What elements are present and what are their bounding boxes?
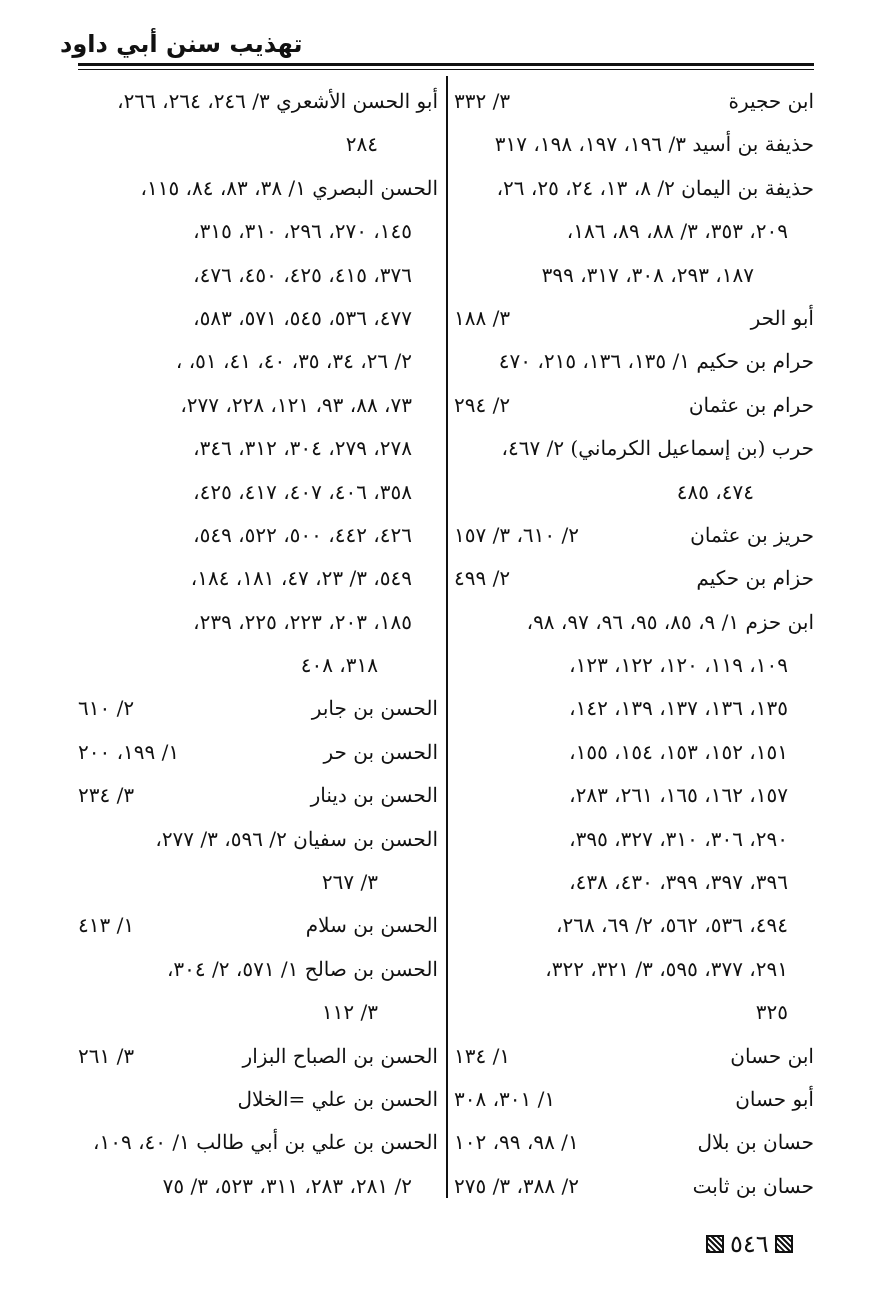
entry-name: ٢٩٠، ٣٠٦، ٣١٠، ٣٢٧، ٣٩٥،: [569, 826, 788, 851]
entry-reference: ٣/ ١٨٨: [454, 305, 511, 330]
entry-reference: ٢/ ٦١٠، ٣/ ١٥٧: [454, 522, 579, 547]
entry-name: ٤٩٤، ٥٣٦، ٥٦٢، ٢/ ٦٩، ٢٦٨،: [556, 913, 788, 938]
entry-name: ١٠٩، ١١٩، ١٢٠، ١٢٢، ١٢٣،: [569, 653, 788, 678]
index-entry: [454, 904, 814, 947]
entry-name: حريز بن عثمان: [690, 522, 814, 547]
index-entry: [78, 1165, 438, 1208]
index-entry: [78, 948, 438, 991]
index-entry: [454, 644, 814, 687]
entry-name: ٣١٨، ٤٠٨: [300, 653, 378, 678]
entry-name: ٢٠٩، ٣٥٣، ٣/ ٨٨، ٨٩، ١٨٦،: [566, 219, 788, 244]
entry-name: ٣/ ٢٦٧: [321, 870, 378, 895]
index-entry: [454, 1078, 814, 1121]
index-entry: [78, 774, 438, 817]
entry-name: الحسن البصري ١/ ٣٨، ٨٣، ٨٤، ١١٥،: [140, 175, 438, 200]
index-entry: [78, 167, 438, 210]
ornament-icon: [775, 1235, 793, 1253]
index-entry: [78, 1121, 438, 1164]
index-entry: [78, 861, 438, 904]
entry-name: أبو الحسن الأشعري ٣/ ٢٤٦، ٢٦٤، ٢٦٦،: [117, 89, 438, 113]
entry-name: ٧٣، ٨٨، ٩٣، ١٢١، ٢٢٨، ٢٧٧،: [180, 392, 412, 417]
index-column-left: [78, 80, 438, 1208]
index-entry: [78, 1035, 438, 1078]
entry-name: أبو حسان: [735, 1086, 814, 1111]
index-entry: [454, 254, 814, 297]
entry-name: ٥٤٩، ٣/ ٢٣، ٤٧، ١٨١، ١٨٤،: [190, 566, 412, 591]
index-entry: [454, 774, 814, 817]
entry-reference: ٢/ ٣٨٨، ٣/ ٢٧٥: [454, 1173, 579, 1198]
entry-reference: ٣/ ٢٣٤: [78, 783, 135, 808]
index-entry: [454, 991, 814, 1034]
entry-name: ١٣٥، ١٣٦، ١٣٧، ١٣٩، ١٤٢،: [569, 696, 788, 721]
entry-reference: ١/ ٣٠١، ٣٠٨: [454, 1086, 556, 1111]
index-entry: [78, 991, 438, 1034]
entry-name: الحسن بن دينار: [310, 783, 438, 808]
index-entry: [454, 948, 814, 991]
entry-name: الحسن بن الصباح البزار: [242, 1043, 438, 1068]
entry-reference: ٣/ ٣٣٢: [454, 89, 511, 113]
entry-name: ١٨٧، ٢٩٣، ٣٠٨، ٣١٧، ٣٩٩: [541, 262, 754, 287]
index-entry: [78, 904, 438, 947]
index-entry: [454, 427, 814, 470]
index-entry: [78, 254, 438, 297]
page-number-block: [706, 1230, 793, 1258]
entry-reference: ١/ ١٩٩، ٢٠٠: [78, 739, 180, 764]
index-entry: [454, 384, 814, 427]
index-entry: [454, 687, 814, 730]
entry-name: الحسن بن حر: [323, 739, 438, 764]
entry-name: حسان بن ثابت: [692, 1173, 814, 1198]
entry-reference: ٣/ ٢٦١: [78, 1043, 135, 1068]
entry-name: ابن حزم ١/ ٩، ٨٥، ٩٥، ٩٦، ٩٧، ٩٨،: [526, 609, 814, 634]
entry-name: ابن حجيرة: [728, 89, 814, 113]
entry-name: ٤٧٤، ٤٨٥: [676, 479, 754, 504]
entry-name: حرام بن حكيم ١/ ١٣٥، ١٣٦، ٢١٥، ٤٧٠: [498, 349, 814, 374]
index-entry: [78, 731, 438, 774]
entry-name: ٢٩١، ٣٧٧، ٥٩٥، ٣/ ٣٢١، ٣٢٢،: [545, 956, 788, 981]
ornament-icon: [706, 1235, 724, 1253]
index-entry: [454, 167, 814, 210]
index-entry: [454, 1121, 814, 1164]
entry-name: ٢٧٨، ٢٧٩، ٣٠٤، ٣١٢، ٣٤٦،: [193, 436, 412, 461]
entry-name: ١٥١، ١٥٢، ١٥٣، ١٥٤، ١٥٥،: [569, 739, 788, 764]
entry-name: حذيفة بن أسيد ٣/ ١٩٦، ١٩٧، ١٩٨، ٣١٧: [494, 132, 814, 157]
page-number: ٥٤٦: [730, 1230, 769, 1258]
index-entry: [454, 123, 814, 166]
index-entry: [78, 644, 438, 687]
entry-name: الحسن بن جابر: [311, 696, 438, 721]
entry-name: حسان بن بلال: [697, 1130, 814, 1155]
index-column-right: [454, 80, 814, 1208]
index-entry: [78, 384, 438, 427]
entry-reference: ١/ ٩٨، ٩٩، ١٠٢: [454, 1130, 579, 1155]
index-entry: [454, 1165, 814, 1208]
index-entry: [454, 601, 814, 644]
entry-name: حرام بن عثمان: [688, 392, 814, 417]
entry-name: الحسن بن سلام: [305, 913, 438, 938]
entry-name: ٣٩٦، ٣٩٧، ٣٩٩، ٤٣٠، ٤٣٨،: [569, 870, 788, 895]
entry-name: الحسن بن علي =الخلال: [237, 1086, 438, 1111]
column-divider: [446, 76, 448, 1198]
entry-name: حرب (بن إسماعيل الكرماني) ٢/ ٤٦٧،: [501, 436, 814, 461]
index-entry: [78, 210, 438, 253]
index-entry: [78, 687, 438, 730]
entry-name: ١٤٥، ٢٧٠، ٢٩٦، ٣١٠، ٣١٥،: [193, 219, 412, 244]
index-entry: [78, 297, 438, 340]
entry-name: ٤٧٧، ٥٣٦، ٥٤٥، ٥٧١، ٥٨٣،: [193, 305, 412, 330]
entry-reference: ١/ ١٣٤: [454, 1043, 511, 1068]
index-entry: [454, 80, 814, 123]
index-entry: [454, 471, 814, 514]
index-entry: [78, 601, 438, 644]
index-entry: [78, 80, 438, 123]
entry-name: الحسن بن سفيان ٢/ ٥٩٦، ٣/ ٢٧٧،: [155, 826, 438, 851]
index-entry: [454, 1035, 814, 1078]
entry-reference: ٢/ ٦١٠: [78, 696, 135, 721]
running-header-title: تهذيب سنن أبي داود: [60, 30, 303, 58]
entry-name: ٣٧٦، ٤١٥، ٤٢٥، ٤٥٠، ٤٧٦،: [193, 262, 412, 287]
entry-name: ٢/ ٢٨١، ٢٨٣، ٣١١، ٥٢٣، ٣/ ٧٥: [162, 1173, 412, 1198]
index-entry: [78, 818, 438, 861]
entry-reference: ٢/ ٤٩٩: [454, 566, 511, 591]
index-entry: [454, 818, 814, 861]
entry-name: ٤٢٦، ٤٤٢، ٥٠٠، ٥٢٢، ٥٤٩،: [193, 522, 412, 547]
entry-name: ١٥٧، ١٦٢، ١٦٥، ٢٦١، ٢٨٣،: [569, 783, 788, 808]
entry-name: ٢/ ٢٦، ٣٤، ٣٥، ٤٠، ٤١، ٥١، ،: [175, 349, 412, 374]
entry-name: ابن حسان: [730, 1043, 814, 1068]
index-entry: [78, 557, 438, 600]
index-entry: [454, 340, 814, 383]
entry-reference: ١/ ٤١٣: [78, 913, 135, 938]
entry-reference: ٢/ ٢٩٤: [454, 392, 511, 417]
entry-name: الحسن بن صالح ١/ ٥٧١، ٢/ ٣٠٤،: [166, 956, 438, 981]
index-entry: [78, 427, 438, 470]
index-entry: [454, 210, 814, 253]
index-entry: [78, 123, 438, 166]
index-entry: [454, 861, 814, 904]
entry-name: حذيفة بن اليمان ٢/ ٨، ١٣، ٢٤، ٢٥، ٢٦،: [496, 175, 814, 200]
index-entry: [454, 297, 814, 340]
entry-name: ٢٨٤: [345, 132, 378, 157]
index-entry: [454, 514, 814, 557]
index-entry: [454, 731, 814, 774]
index-entry: [78, 340, 438, 383]
index-entry: [454, 557, 814, 600]
entry-name: أبو الحر: [750, 305, 814, 330]
header-rule-thick: [78, 63, 814, 66]
entry-name: ٣٢٥: [755, 1000, 788, 1025]
entry-name: حزام بن حكيم: [696, 566, 814, 591]
entry-name: الحسن بن علي بن أبي طالب ١/ ٤٠، ١٠٩،: [93, 1130, 438, 1155]
entry-name: ٣/ ١١٢: [321, 1000, 378, 1025]
header-rule-thin: [78, 69, 814, 70]
index-entry: [78, 1078, 438, 1121]
entry-name: ٣٥٨، ٤٠٦، ٤٠٧، ٤١٧، ٤٢٥،: [193, 479, 412, 504]
index-entry: [78, 471, 438, 514]
entry-name: ١٨٥، ٢٠٣، ٢٢٣، ٢٢٥، ٢٣٩،: [193, 609, 412, 634]
index-entry: [78, 514, 438, 557]
